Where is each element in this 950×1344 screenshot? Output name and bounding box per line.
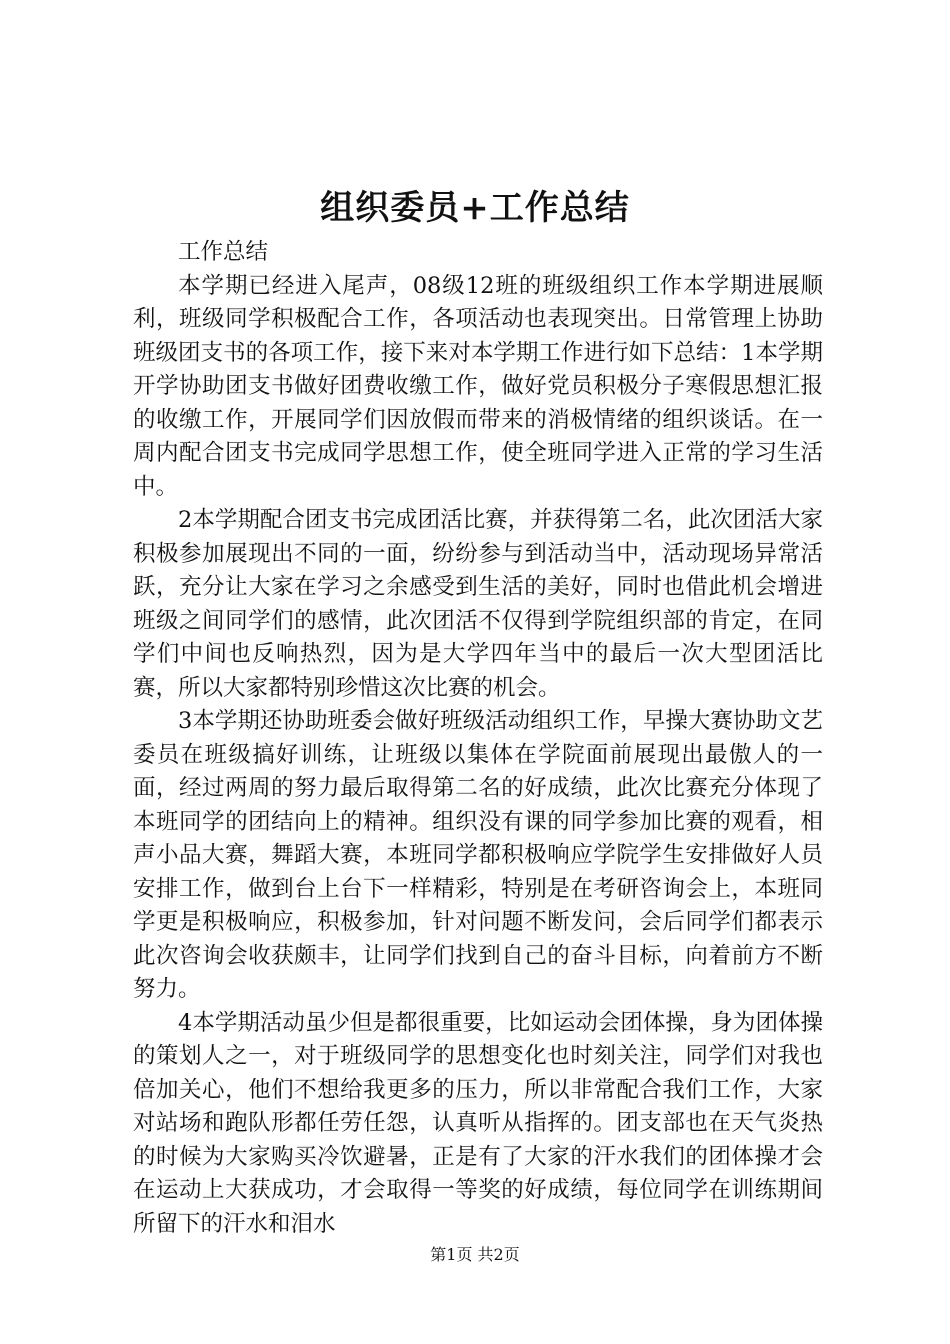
document-title: 组织委员+工作总结 [320, 188, 630, 228]
paragraph-1: 本学期已经进入尾声，08级12班的班级组织工作本学期进展顺利，班级同学积极配合工作，各项活动也表现突出。日常管理上协助班级团支书的各项工作，接下来对本学期工作进行如下总结：1本学期开学协助团支书做好团费收缴工作，做好党员积极分子寒假思想汇报的收缴工作，开展同学们因放假而带来的消极情绪的组织谈话。在一周内配合团支书完成同学思想工作，使全班同学进入正常的学习生活中。 [133, 272, 823, 500]
document-body [133, 236, 823, 1241]
paragraph-2: 2本学期配合团支书完成团活比赛，并获得第二名，此次团活大家积极参加展现出不同的一面，纷纷参与到活动当中，活动现场异常活跃，充分让大家在学习之余感受到生活的美好，同时也借此机会增进班级之间同学们的感情，此次团活不仅得到学院组织部的肯定，在同学们中间也反响热烈，因为是大学四年当中的最后一次大型团活比赛，所以大家都特别珍惜这次比赛的机会。 [133, 507, 823, 701]
paragraph-4: 4本学期活动虽少但是都很重要，比如运动会团体操，身为团体操的策划人之一，对于班级同学的思想变化也时刻关注，同学们对我也倍加关心，他们不想给我更多的压力，所以非常配合我们工作，大家对站场和跑队形都任劳任怨，认真听从指挥的。团支部也在天气炎热的时候为大家购买冷饮避暑，正是有了大家的汗水我们的团体操才会在运动上大获成功，才会取得一等奖的好成绩，每位同学在训练期间所留下的汗水和泪水 [133, 1009, 823, 1237]
paragraph-3: 3本学期还协助班委会做好班级活动组织工作，早操大赛协助文艺委员在班级搞好训练，让班级以集体在学院面前展现出最傲人的一面，经过两周的努力最后取得第二名的好成绩，此次比赛充分体现了本班同学的团结向上的精神。组织没有课的同学参加比赛的观看，相声小品大赛，舞蹈大赛，本班同学都积极响应学院学生安排做好人员安排工作，做到台上台下一样精彩，特别是在考研咨询会上，本班同学更是积极响应，积极参加，针对问题不断发问，会后同学们都表示此次咨询会收获颇丰，让同学们找到自己的奋斗目标，向着前方不断努力。 [133, 708, 823, 1002]
page-number-footer: 第1页 共2页 [430, 1245, 520, 1264]
section-heading: 工作总结 [178, 239, 269, 265]
